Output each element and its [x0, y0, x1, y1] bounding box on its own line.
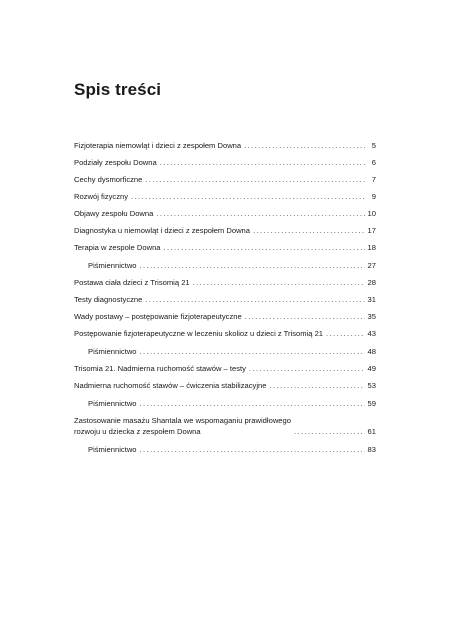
- toc-entry[interactable]: [74, 415, 376, 437]
- dot-leader: [249, 363, 365, 374]
- toc-entry-title: [74, 380, 266, 391]
- toc-page-number: 48: [367, 347, 376, 356]
- toc-entry-title: [74, 208, 153, 219]
- table-of-contents: [74, 134, 376, 455]
- dot-leader: [160, 157, 365, 168]
- toc-page-number: 18: [367, 243, 376, 252]
- dot-leader: [140, 398, 365, 409]
- toc-page-number: 59: [367, 399, 376, 408]
- toc-entry[interactable]: [74, 208, 376, 219]
- toc-entry-label: rozwoju u dziecka z zespołem Downa: [74, 427, 201, 436]
- toc-entry[interactable]: [74, 242, 376, 253]
- toc-entry-label: Postępowanie fizjoterapeutyczne w leczeniu skolioz u dzieci z Trisomią 21: [74, 329, 324, 338]
- toc-entry-label: Rozwój fizyczny: [74, 192, 129, 201]
- toc-page-number: 17: [367, 226, 376, 235]
- dot-leader: [145, 294, 364, 305]
- toc-entry-title: [74, 157, 157, 168]
- toc-page-number: 31: [367, 295, 376, 304]
- toc-entry-title: [74, 191, 128, 202]
- toc-entry-title: [88, 346, 137, 357]
- toc-page-number: 5: [371, 141, 376, 150]
- toc-subentry[interactable]: [74, 398, 376, 409]
- toc-entry-label: Terapia w zespole Downa: [74, 243, 161, 252]
- dot-leader: [140, 346, 365, 357]
- dot-leader: [245, 311, 365, 322]
- toc-entry-label: Nadmierna ruchomość stawów – ćwiczenia stabilizacyjne: [74, 381, 267, 390]
- dot-leader: [269, 380, 364, 391]
- toc-page-number: 27: [367, 261, 376, 270]
- toc-entry-title: [88, 260, 137, 271]
- dot-leader: [294, 426, 365, 437]
- toc-entry-label: Podziały zespołu Downa: [74, 158, 157, 167]
- toc-entry[interactable]: [74, 140, 376, 151]
- dot-leader: [156, 208, 364, 219]
- toc-entry-title: [74, 140, 241, 151]
- toc-page-number: 53: [367, 381, 376, 390]
- toc-entry-title: [74, 328, 323, 339]
- toc-entry-title: [88, 398, 137, 409]
- toc-page-number: 10: [367, 209, 376, 218]
- toc-entry[interactable]: [74, 277, 376, 288]
- toc-entry-title: [74, 415, 291, 437]
- toc-entry[interactable]: [74, 328, 376, 339]
- toc-entry[interactable]: [74, 294, 376, 305]
- page-title: Spis treści: [74, 80, 162, 99]
- toc-entry-title: [88, 444, 137, 455]
- dot-leader: [326, 328, 365, 339]
- toc-entry-label: Zastosowanie masażu Shantala we wspomaganiu prawidłowego: [74, 416, 291, 425]
- toc-entry[interactable]: [74, 311, 376, 322]
- dot-leader: [244, 140, 365, 151]
- toc-entry-title: [74, 363, 246, 374]
- toc-entry[interactable]: [74, 191, 376, 202]
- toc-entry-label: Piśmiennictwo: [88, 261, 137, 270]
- toc-entry-label: Fizjoterapia niemowląt i dzieci z zespołem Downa: [74, 141, 242, 150]
- toc-page-number: 6: [371, 158, 376, 167]
- dot-leader: [140, 444, 365, 455]
- toc-page-number: 35: [367, 312, 376, 321]
- dot-leader: [131, 191, 365, 202]
- toc-entry-label: Piśmiennictwo: [88, 399, 137, 408]
- toc-page-number: 28: [367, 278, 376, 287]
- toc-entry[interactable]: [74, 174, 376, 185]
- toc-entry-title: [74, 225, 250, 236]
- toc-entry-label: Piśmiennictwo: [88, 347, 137, 356]
- toc-page-number: 43: [367, 329, 376, 338]
- dot-leader: [140, 260, 365, 271]
- toc-page-number: 61: [367, 427, 376, 436]
- toc-page-number: 83: [367, 445, 376, 454]
- toc-entry[interactable]: [74, 157, 376, 168]
- toc-entry-label: Diagnostyka u niemowląt i dzieci z zespołem Downa: [74, 226, 251, 235]
- toc-entry-label: Objawy zespołu Downa: [74, 209, 154, 218]
- toc-entry-label: Trisomia 21. Nadmierna ruchomość stawów – testy: [74, 364, 246, 373]
- toc-entry[interactable]: [74, 363, 376, 374]
- toc-entry-label: Postawa ciała dzieci z Trisomią 21: [74, 278, 190, 287]
- dot-leader: [253, 225, 365, 236]
- dot-leader: [164, 242, 365, 253]
- toc-page-number: 49: [367, 364, 376, 373]
- toc-subentry[interactable]: [74, 444, 376, 455]
- toc-entry-title: [74, 242, 161, 253]
- dot-leader: [193, 277, 365, 288]
- dot-leader: [145, 174, 365, 185]
- toc-subentry[interactable]: [74, 260, 376, 271]
- toc-entry-title: [74, 277, 190, 288]
- toc-entry[interactable]: [74, 380, 376, 391]
- toc-entry-label: Wady postawy – postępowanie fizjoterapeutyczne: [74, 312, 242, 321]
- toc-entry-title: [74, 294, 142, 305]
- toc-entry-label: Piśmiennictwo: [88, 445, 137, 454]
- toc-entry[interactable]: [74, 225, 376, 236]
- toc-entry-title: [74, 174, 142, 185]
- toc-subentry[interactable]: [74, 346, 376, 357]
- toc-page-number: 9: [371, 192, 376, 201]
- toc-entry-title: [74, 311, 242, 322]
- toc-entry-label: Cechy dysmorficzne: [74, 175, 143, 184]
- toc-page-number: 7: [371, 175, 376, 184]
- toc-entry-label: Testy diagnostyczne: [74, 295, 143, 304]
